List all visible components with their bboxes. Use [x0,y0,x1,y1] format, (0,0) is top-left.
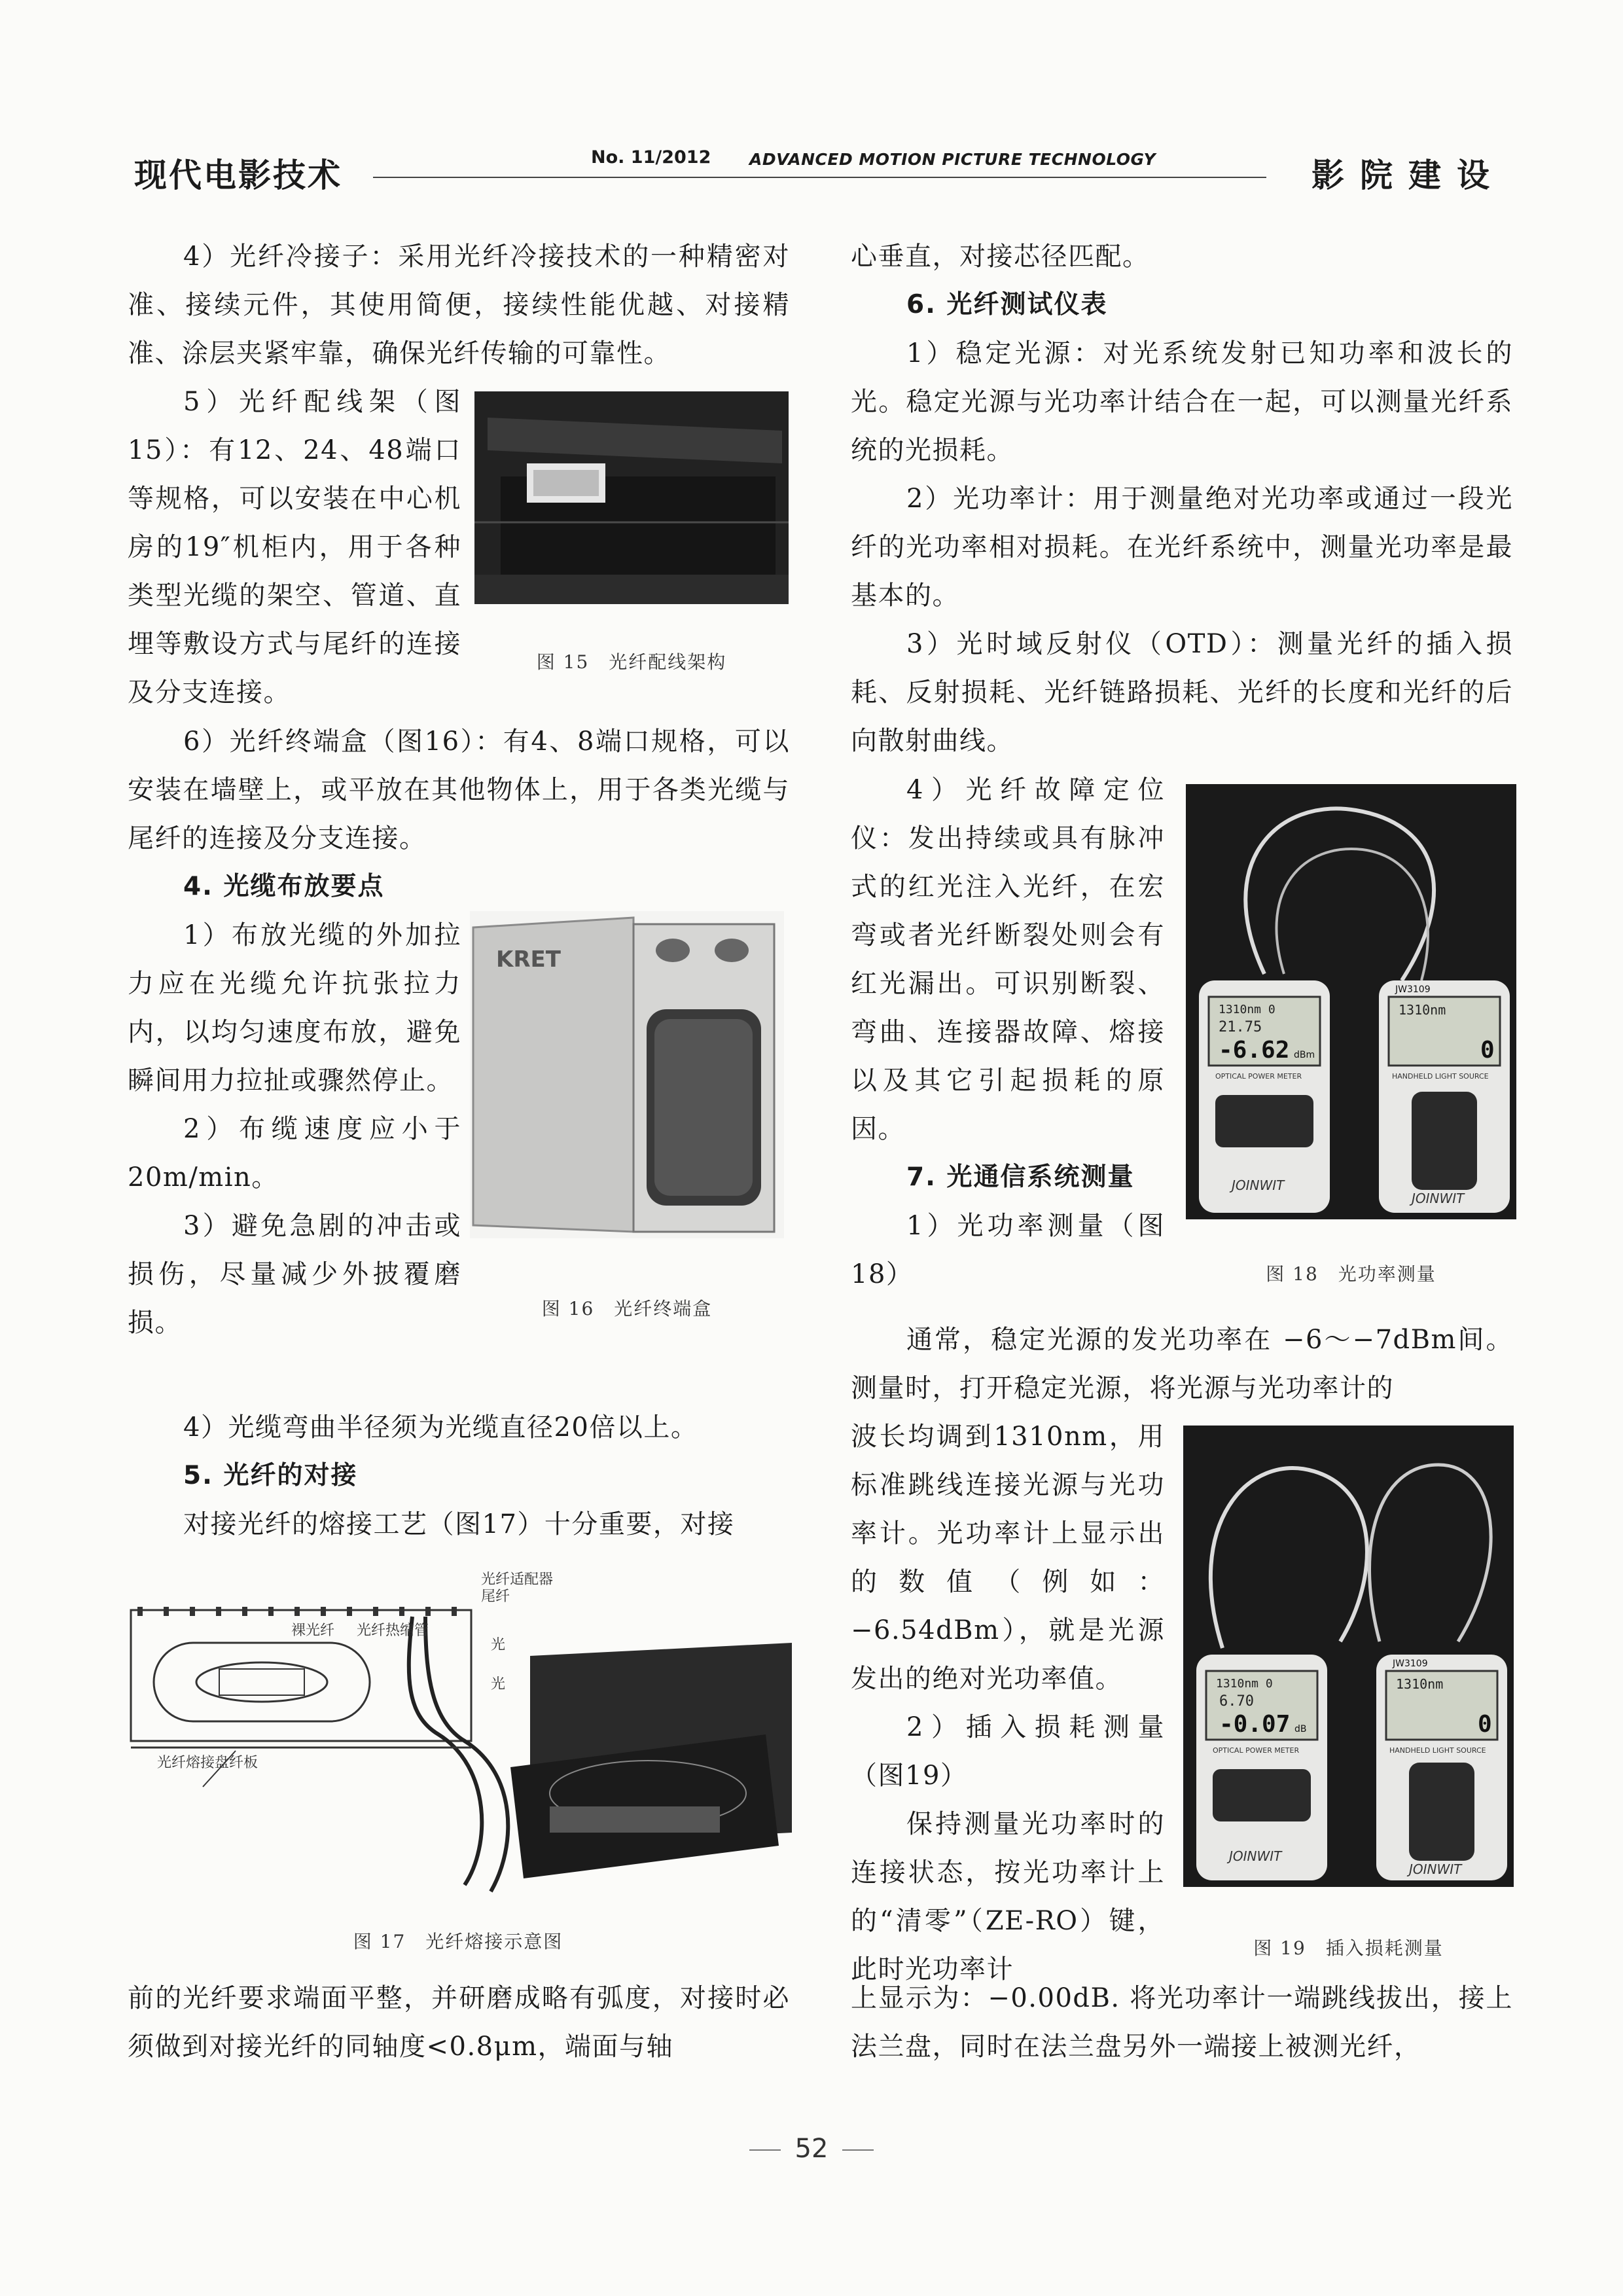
fig18-source-top: 1310nm [1399,1002,1446,1018]
figure-15-caption: 图 15 光纤配线架构 [536,651,727,673]
heading-test-instruments: 6. 光纤测试仪表 [906,290,1108,319]
figure-15-distribution-frame [474,391,789,604]
para-splicing-requirements: 前的光纤要求端面平整，并研磨成略有弧度，对接时必须做到对接光纤的同轴度<0.8μm，端面与轴 [128,1983,790,2062]
label-pigtail: 尾纤 [481,1588,510,1605]
fig18-meter-mid: 21.75 [1219,1019,1262,1035]
label-bare-fiber: 裸光纤 [291,1623,335,1639]
label-adapter: 光纤适配器 [481,1571,554,1588]
para-splicing-intro: 对接光纤的熔接工艺（图17）十分重要，对接 [183,1509,735,1539]
fig18-meter-unit: dBm [1294,1050,1315,1060]
left-column-bottom [128,1974,790,2071]
right-wrap-fig19-text [851,1412,1165,1994]
para-laying-tension: 1）布放光缆的外加拉力应在光缆允许抗张拉力内，以均匀速度布放，避免瞬间用力拉扯或骤然停止。 [128,920,461,1096]
para-source-power-intro: 通常，稳定光源的发光功率在 −6～−7dBm间。测量时，打开稳定光源，将光源与光功率计的 [851,1325,1513,1403]
fig18-meter-label: OPTICAL POWER METER [1215,1072,1302,1081]
fig18-source-main: 0 [1480,1037,1495,1064]
left-wrap-fig15 [128,378,461,717]
fig19-source-main: 0 [1478,1711,1492,1738]
right-column-top [851,232,1513,765]
para-power-measurement-title: 1）光功率测量（图18） [851,1211,1165,1289]
fig18-source-label: HANDHELD LIGHT SOURCE [1392,1072,1489,1081]
fig19-brand-source: JOINWIT [1409,1861,1462,1877]
fig18-meter-main: -6.62 [1219,1037,1290,1064]
left-column-top [128,232,790,378]
heading-fiber-splicing: 5. 光纤的对接 [183,1461,358,1490]
para-insertion-loss-title: 2）插入损耗测量（图19） [851,1712,1165,1791]
fig19-source-label: HANDHELD LIGHT SOURCE [1389,1746,1486,1755]
figure-17-splicing-diagram [124,1571,792,1898]
label-fiber-1: 光 [491,1637,506,1653]
para-cold-connector: 4）光纤冷接子：采用光纤冷接技术的一种精密对准、接续元件，其使用简便，接续性能优越、对接精准、涂层夹紧牢靠，确保光纤传输的可靠性。 [128,242,790,368]
para-insertion-loss-procedure: 上显示为：−0.00dB. 将光功率计一端跳线拔出，接上法兰盘，同时在法兰盘另外一端接上被测光纤， [851,1983,1513,2062]
right-column-bottom [851,1974,1513,2071]
figure-18-power-measurement [1186,784,1516,1219]
issue-number: No. 11/2012 [586,147,716,168]
right-wrap-fig18 [851,766,1165,1299]
header-rule [373,177,1266,178]
section-title: 影院建设 [1311,156,1505,194]
figure-19-insertion-loss [1183,1426,1514,1887]
para-zero-key: 保持测量光功率时的连接状态，按光功率计上的“清零”（ZE-RO）键，此时光功率计 [851,1809,1165,1984]
fig19-meter-main: -0.07 [1219,1711,1291,1738]
label-tray: 光纤熔接盘纤板 [157,1755,259,1771]
figure-16-caption: 图 16 光纤终端盒 [541,1298,713,1319]
label-fiber-2: 光 [491,1676,506,1693]
para-stable-light-source: 1）稳定光源：对光系统发射已知功率和波长的光。稳定光源与光功率计结合在一起，可以测量光纤系统的光损耗。 [851,338,1513,465]
figure-18-caption: 图 18 光功率测量 [1266,1263,1436,1285]
para-otdr: 3）光时域反射仪（OTD）：测量光纤的插入损耗、反射损耗、光纤链路损耗、光纤的长度和光纤的后向散射曲线。 [851,629,1513,756]
figure-16-brand: KRET [496,946,561,973]
fig18-brand-source: JOINWIT [1412,1191,1465,1206]
heading-system-measurement: 7. 光通信系统测量 [906,1162,1135,1192]
fig19-meter-top: 1310nm 0 [1216,1677,1273,1691]
para-distribution-frame: 5）光纤配线架（图15）：有12、24、48端口等规格，可以安装在中心机房的19″机柜内，用于各种类型光缆的架空、管道、直埋等敷设方式与尾纤的连接及分支连接。 [128,387,461,708]
journal-title: 现代电影技术 [134,156,342,194]
left-column-mid [128,717,790,911]
para-avoid-impact: 3）避免急剧的冲击或损伤，尽量减少外披覆磨损。 [128,1211,461,1338]
heading-cable-laying: 4. 光缆布放要点 [183,872,385,901]
para-power-meter: 2）光功率计：用于测量绝对光功率或通过一段光纤的光功率相对损耗。在光纤系统中，测量光功率是最基本的。 [851,484,1513,611]
fig19-brand-meter: JOINWIT [1229,1848,1282,1864]
fig19-meter-mid: 6.70 [1219,1693,1254,1710]
fig18-source-model: JW3109 [1395,984,1431,995]
para-bend-radius: 4）光缆弯曲半径须为光缆直径20倍以上。 [183,1412,698,1443]
figure-17-caption: 图 17 光纤熔接示意图 [353,1931,563,1952]
figure-19-caption: 图 19 插入损耗测量 [1253,1937,1444,1959]
fig19-source-model: JW3109 [1393,1659,1428,1669]
left-column-low [128,1403,790,1549]
figure-16-terminal-box [470,911,784,1238]
fig18-meter-top: 1310nm 0 [1219,1003,1275,1016]
para-core-alignment: 心垂直，对接芯径匹配。 [851,242,1150,272]
fig19-meter-unit: dB [1294,1724,1307,1734]
para-terminal-box: 6）光纤终端盒（图16）：有4、8端口规格，可以安装在墙壁上，或平放在其他物体上，用于各类光缆与尾纤的连接及分支连接。 [128,726,790,853]
fig18-brand-meter: JOINWIT [1232,1177,1285,1193]
fig19-meter-label: OPTICAL POWER METER [1213,1746,1300,1755]
para-laying-speed: 2）布缆速度应小于20m/min。 [128,1114,461,1193]
left-wrap-fig16 [128,911,461,1347]
label-shrink-tube: 光纤热缩管 [357,1623,429,1639]
journal-english-title: ADVANCED MOTION PICTURE TECHNOLOGY [743,150,1162,169]
right-column-mid [851,1316,1513,1412]
page-number: 52 [0,2134,1623,2164]
para-fault-locator: 4）光纤故障定位仪：发出持续或具有脉冲式的红光注入光纤，在宏弯或者光纤断裂处则会有红光漏出。可识别断裂、弯曲、连接器故障、熔接以及其它引起损耗的原因。 [851,775,1165,1144]
fig19-source-top: 1310nm [1396,1676,1444,1692]
para-source-power-narrow: 波长均调到1310nm，用标准跳线连接光源与光功率计。光功率计上显示出的数值（例如：−6.54dBm），就是光源发出的绝对光功率值。 [851,1422,1165,1694]
